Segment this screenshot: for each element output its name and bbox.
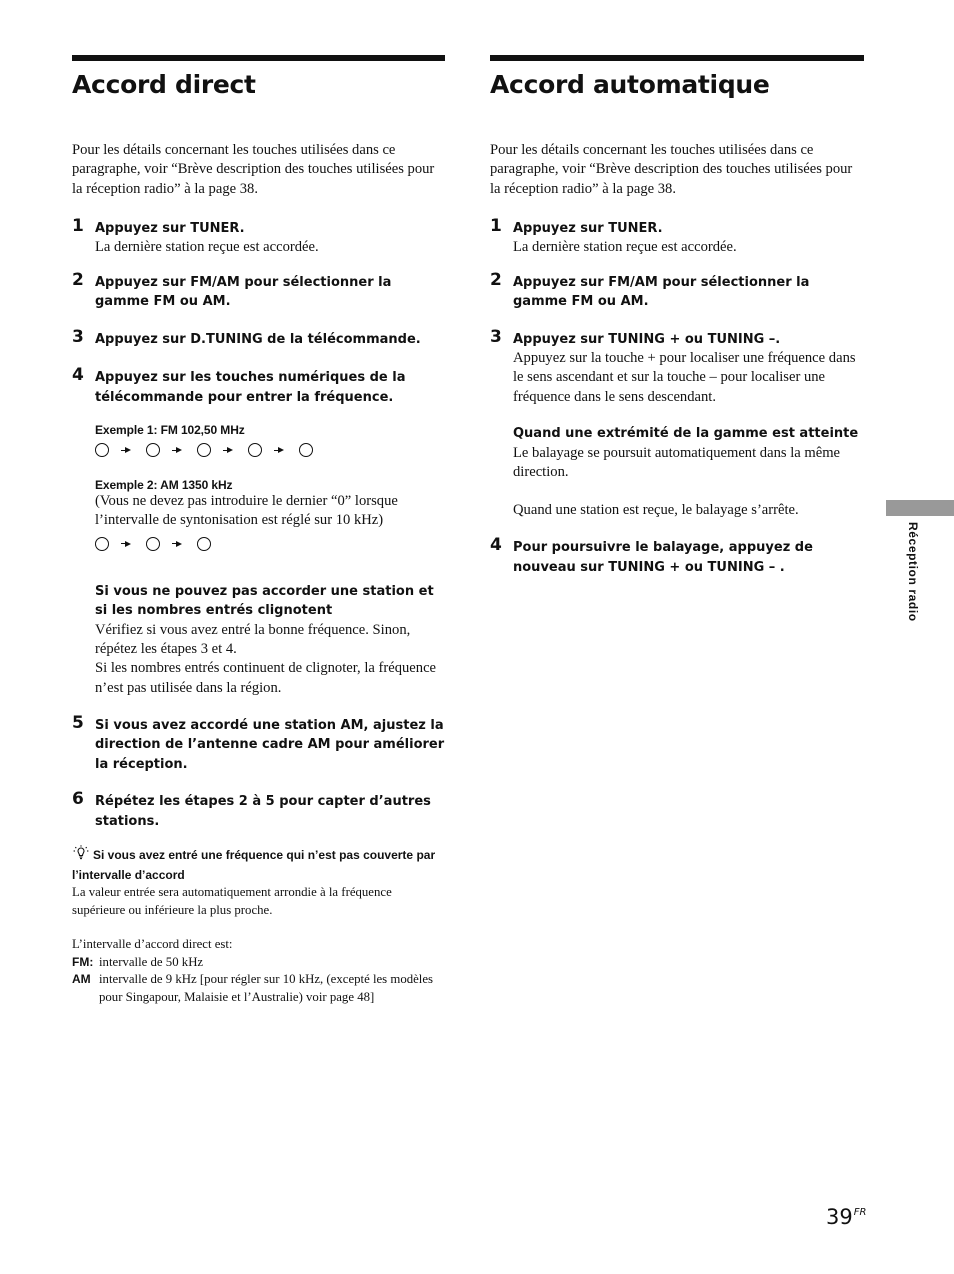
step-description: Appuyez sur la touche + pour localiser une fréquence dans le sens ascendant et sur la touche – pour localiser une fréquence dans le sens descendant. [513,350,856,405]
intro-paragraph: Pour les détails concernant les touches utilisées dans ce paragraphe, voir “Brève description des touches utilisées pour la réception radio” à la page 38. [72,142,435,197]
arrow-right-icon [176,541,182,547]
warning-title: Si vous ne pouvez pas accorder une station et si les nombres entrés clignotent [95,583,434,619]
key-circle-icon [197,443,211,457]
step-number: 6 [72,789,84,810]
step-1 [72,215,445,258]
note-text-2: Quand une station est reçue, le balayage s’arrête. [513,502,799,519]
step-4 [490,535,864,577]
tip-am-text: intervalle de 9 kHz [pour régler sur 10 kHz, (excepté les modèles pour Singapour, Malaisie et l’Australie) voir page 48] [99,972,434,1004]
step-instruction: Si vous avez accordé une station AM, ajustez la direction de l’antenne cadre AM pour améliorer la réception. [95,717,445,772]
tip-fm-row [72,954,445,972]
title-rule [490,55,864,61]
range-end-note [513,424,864,520]
example-1-key-sequence [95,442,445,458]
title-rule [72,55,445,61]
section-accord-direct [72,55,445,1006]
key-circle-icon [197,537,211,551]
step-instruction: Appuyez sur TUNER. [513,220,663,236]
step-instruction: Appuyez sur TUNING + ou TUNING –. [513,331,781,347]
section-title: Accord direct [72,70,256,99]
tip-title: Si vous avez entré une fréquence qui n’est pas couverte par l’intervalle d’accord [72,848,436,882]
tip-heading [72,845,445,884]
step-number: 1 [72,215,84,236]
page-number-value: 39 [826,1205,853,1229]
example-2-note: (Vous ne devez pas introduire le dernier “0” lorsque l’intervalle de syntonisation est réglé sur 10 kHz) [95,493,398,529]
step-number: 4 [72,365,84,386]
step-instruction: Appuyez sur TUNER. [95,220,245,236]
key-circle-icon [95,537,109,551]
step-number: 5 [72,712,84,733]
warning-note [95,582,445,698]
key-circle-icon [248,443,262,457]
arrow-right-icon [278,447,284,453]
step-number: 3 [72,326,84,347]
step-description: La dernière station reçue est accordée. [95,239,319,256]
step-number: 3 [490,326,502,347]
step-instruction: Appuyez sur FM/AM pour sélectionner la gamme FM ou AM. [95,274,392,310]
tip-text: La valeur entrée sera automatiquement arrondie à la fréquence supérieure ou inférieure la plus proche. [72,885,392,917]
note-title: Quand une extrémité de la gamme est atteinte [513,426,859,442]
step-instruction: Appuyez sur D.TUNING de la télécommande. [95,331,421,347]
chapter-side-label: Réception radio [906,522,920,622]
note-text: Le balayage se poursuit automatiquement dans la même direction. [513,444,841,480]
step-5 [72,712,445,775]
tip-am-label: AM [72,972,91,987]
key-circle-icon [146,443,160,457]
step-description: La dernière station reçue est accordée. [513,239,737,256]
tip-fm-text: intervalle de 50 kHz [99,954,204,969]
step-number: 4 [490,535,502,556]
arrow-right-icon [125,541,131,547]
tip-interval: L’intervalle d’accord direct est: [72,937,233,952]
step-number: 2 [72,269,84,290]
section-accord-automatique [490,55,864,577]
example-1-label: Exemple 1: FM 102,50 MHz [95,423,245,438]
step-instruction: Répétez les étapes 2 à 5 pour capter d’autres stations. [95,794,431,829]
step-number: 2 [490,269,502,290]
page-number [826,1205,865,1229]
step-instruction: Appuyez sur FM/AM pour sélectionner la gamme FM ou AM. [513,274,810,310]
warning-text: Vérifiez si vous avez entré la bonne fréquence. Sinon, répétez les étapes 3 et 4. [95,621,411,658]
step-4 [72,365,445,698]
step-number: 1 [490,215,502,236]
step-1 [490,215,864,258]
step-instruction: Appuyez sur les touches numériques de la télécommande pour entrer la fréquence. [95,370,406,405]
page-number-suffix: FR [853,1207,867,1218]
step-2 [72,269,445,312]
step-3 [490,326,864,521]
example-2-label: Exemple 2: AM 1350 kHz [95,478,233,493]
tip-box [72,845,445,1006]
tip-fm-label: FM: [72,954,94,969]
key-circle-icon [95,443,109,457]
key-circle-icon [299,443,313,457]
arrow-right-icon [227,447,233,453]
step-6 [72,789,445,831]
intro-paragraph: Pour les détails concernant les touches utilisées dans ce paragraphe, voir “Brève description des touches utilisées pour la réception radio” à la page 38. [490,142,853,197]
key-circle-icon [146,537,160,551]
section-title: Accord automatique [490,70,770,99]
step-3 [72,326,445,350]
chapter-tab-bar [886,500,954,516]
step-2 [490,269,864,312]
tip-am-row [72,971,445,1006]
lightbulb-tip-icon [72,845,90,867]
arrow-right-icon [176,447,182,453]
warning-text-2: Si les nombres entrés continuent de clignoter, la fréquence n’est pas utilisée dans la région. [95,660,437,696]
example-2-key-sequence [95,536,445,552]
arrow-right-icon [125,447,131,453]
step-instruction: Pour poursuivre le balayage, appuyez de nouveau sur TUNING + ou TUNING – . [513,540,813,575]
